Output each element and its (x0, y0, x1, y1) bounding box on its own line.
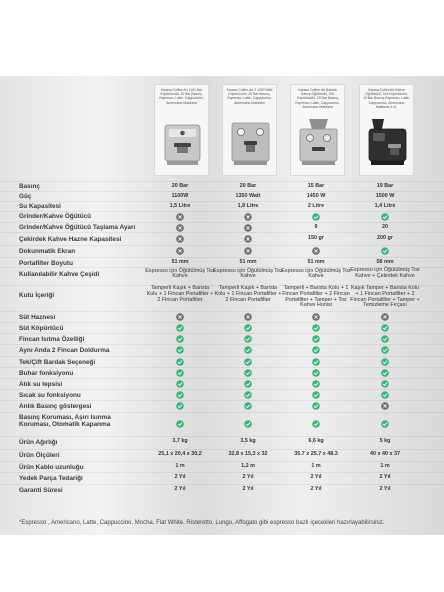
table-row (0, 484, 444, 494)
table-cell: 200 gr (377, 235, 393, 242)
table-row (0, 245, 444, 255)
row-label: Kullanılabilir Kahve Çeşidi (19, 271, 100, 278)
table-cell: 2 Yıl (379, 486, 391, 493)
row-label: Aynı Anda 2 Fincan Doldurma (19, 346, 110, 354)
table-cell: Espresso için Öğütülmüş Toz Kahve (213, 267, 283, 280)
espresso-machine-image (159, 117, 206, 171)
table-row (0, 257, 444, 267)
table-cell: Kaşık Tamper + Barista Kolu + 1 Fincan Portafilter + 2 Fincan Portafilter + Tamper + Temizleme Fırçası (350, 285, 420, 309)
table-cell: Tamperli Kaşık + Barista Kolu + 1 Fincan Portafilter + 2 Fincan Portafilter (214, 285, 282, 303)
table-row (0, 436, 444, 446)
row-label: Sıcak su fonksiyonu (19, 391, 81, 399)
table-cell: 2 Yıl (174, 486, 186, 493)
table-row (0, 191, 444, 200)
table-cell: 15 Bar (307, 182, 325, 189)
espresso-machine-image (227, 117, 274, 171)
row-label: Garanti Süresi (19, 486, 63, 494)
table-row (0, 232, 444, 244)
row-label: Ürün Ölçüleri (19, 451, 60, 459)
table-cell: 1 m (380, 463, 390, 470)
table-cell: 51 mm (307, 259, 325, 266)
row-label: Süt Haznesi (19, 313, 56, 321)
table-row (0, 449, 444, 459)
table-cell: 1 m (175, 463, 185, 470)
table-cell: 20 (382, 223, 388, 230)
table-cell: 2 Yıl (242, 486, 254, 493)
table-cell: 1500 W (375, 192, 395, 199)
table-cell: 20 Bar (239, 182, 257, 189)
table-row (0, 201, 444, 210)
row-label: Çekirdek Kahve Hazne Kapasitesi (19, 235, 122, 243)
table-cell: 20 Bar (171, 182, 189, 189)
table-row (0, 267, 444, 280)
espresso-machine-image (295, 117, 342, 171)
row-label: Ürün Kablo uzunluğu (19, 463, 84, 471)
product-description: Karaca Coffee Art 2 1350 Watt Köpürtücülü, 20 Bar Basınç, Espresso, Latte, Cappuccino, Americano Makinesi (226, 88, 273, 105)
product-card-3[interactable] (290, 84, 345, 176)
table-cell: Espresso için Öğütülmüş Toz Kahve + Çekirdek Kahve (350, 267, 420, 279)
row-label: Anlık Basınç göstergesi (19, 402, 92, 410)
product-card-4[interactable] (359, 84, 414, 176)
table-cell: Tamperli + Barista Kolu + 1 Fincan Portafilter + 2 Fincan Portafilter + Tamper + Toz Kahve Hunisi (282, 285, 350, 309)
top-band (0, 0, 444, 76)
product-description: Karaca CoffeeArt Kahve Öğütücülü, Süt Köpürtücülü, 19 Bar Basınç Espresso, Latte, Cappuccino, Americano Makinesi 1,4L (363, 88, 410, 109)
table-cell: 2 Yıl (174, 474, 186, 481)
table-cell: 25,1 x 20,4 x 30,2 (158, 451, 202, 458)
table-row (0, 211, 444, 220)
table-cell: 2 Yıl (310, 474, 322, 481)
row-label: Grinder/Kahve Öğütücü (19, 213, 92, 220)
table-row (0, 322, 444, 332)
table-cell: 3,7 kg (172, 438, 188, 445)
row-label: Tek/Çift Bardak Seçeneği (19, 358, 96, 366)
row-label: Dokunmatik Ekran (19, 247, 76, 255)
check-icon (213, 420, 283, 431)
table-row (0, 461, 444, 471)
table-cell: 150 gr (308, 235, 324, 242)
table-cell: 51 mm (171, 259, 189, 266)
table-cell: 1,5 Litre (169, 202, 191, 209)
table-cell: 58 mm (376, 259, 394, 266)
bottom-band (0, 535, 444, 592)
table-row (0, 222, 444, 231)
row-label: Fincan Isıtma Özelliği (19, 335, 85, 343)
table-cell: 1100W (171, 192, 189, 199)
row-label: Yedek Parça Tedariği (19, 474, 83, 482)
product-header-row (0, 80, 444, 180)
table-cell: 3,5 kg (240, 438, 256, 445)
table-row (0, 412, 444, 434)
table-cell: 35.7 x 25.7 x 48.3 (294, 451, 338, 458)
table-cell: 2 Yıl (379, 474, 391, 481)
table-row (0, 311, 444, 321)
product-description: Karaca Coffee Art 1101 Bar Köpürtücülü, 20 Bar Basınç, Espresso, Latte, Cappuccino, Americano Makinesi (159, 88, 204, 105)
table-cell: 2 Yıl (310, 486, 322, 493)
row-label: Portafilter Boyutu (19, 259, 73, 267)
row-label: Buhar fonksiyonu (19, 369, 74, 377)
table-cell: 40 x 40 x 37 (370, 451, 400, 458)
table-cell: 1450 W (306, 192, 326, 199)
row-label: Güç (19, 193, 32, 200)
row-label: Kutu İçeriği (19, 292, 55, 299)
table-row (0, 389, 444, 399)
check-icon (145, 420, 215, 431)
table-cell: 1350 Watt (235, 192, 261, 199)
table-cell: 1,8 Litre (237, 202, 259, 209)
table-cell: 5 kg (379, 438, 391, 445)
table-row (0, 285, 444, 309)
row-label: Basınç (19, 183, 40, 190)
table-cell: 1 m (311, 463, 321, 470)
espresso-machine-image (364, 117, 411, 171)
table-row (0, 472, 444, 482)
table-row (0, 181, 444, 190)
table-cell: Espresso için Öğütülmüş Toz Kahve (145, 267, 215, 280)
table-row (0, 367, 444, 377)
product-card-2[interactable] (222, 84, 277, 176)
table-cell: 19 Bar (376, 182, 394, 189)
table-row (0, 378, 444, 388)
check-icon (350, 420, 420, 431)
table-row (0, 400, 444, 410)
table-cell: 9 (314, 223, 318, 230)
table-cell: Espresso için Öğütülmüş Toz Kahve (281, 267, 351, 280)
table-cell: 32,8 x 15,3 x 32 (228, 451, 268, 458)
table-cell: 51 mm (239, 259, 257, 266)
row-label: Atık su tepsisi (19, 380, 63, 388)
product-card-1[interactable] (154, 84, 209, 176)
table-cell: 6,6 kg (308, 438, 324, 445)
table-row (0, 356, 444, 366)
row-label: Su Kapasitesi (19, 203, 61, 210)
row-label: Ürün Ağırlığı (19, 438, 58, 446)
table-cell: 1,4 Litre (374, 202, 396, 209)
table-row (0, 344, 444, 354)
check-icon (281, 420, 351, 431)
table-row (0, 333, 444, 343)
table-cell: 2 Litre (307, 202, 325, 209)
row-label: Grinder/Kahve Öğütücü Taşlama Ayarı (19, 224, 136, 231)
table-cell: 1,2 m (241, 463, 255, 470)
row-label: Basınç Koruması, Aşırı Isınma Koruması, Otomatik Kapanma (19, 413, 111, 428)
row-label: Süt Köpürtücü (19, 324, 64, 332)
footnote: *Espresso , Americano, Latte, Cappuccino, Mocha, Flat White, Risteretto, Lungo, Affogato gibi espresso bazlı içecekleri hazırlayabilirsiniz. (19, 520, 385, 526)
table-cell: 2 Yıl (242, 474, 254, 481)
product-description: Karaca Coffee Art Barista Kahve Öğütücülü, Süt Köpürtücülü, 15 Bar Basınç Espresso, Latte, Cappuccino, Americano Makinesi (295, 88, 340, 109)
table-cell: Tamperli Kaşık + Barista Kolu + 1 Fincan Portafilter + 2 Fincan Portafilter (146, 285, 214, 303)
